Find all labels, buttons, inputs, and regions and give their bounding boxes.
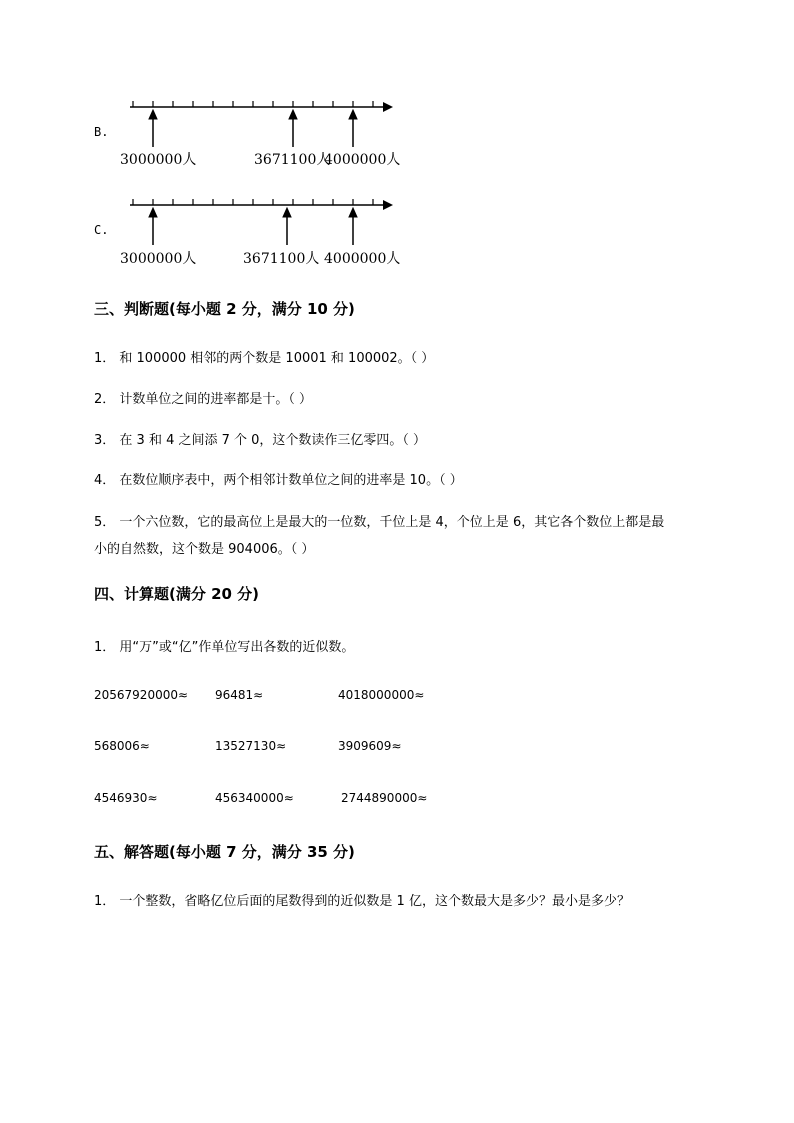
calc-cell: 4018000000≈ [338,688,425,702]
calc-cell: 13527130≈ [215,739,287,753]
option-letter-b: B. [94,125,109,139]
section-title-calc: 四、计算题(满分 20 分) [94,585,260,603]
up-arrow-3 [349,208,357,245]
nl-c-label-1: 3000000人 [120,251,197,267]
calc-cell: 96481≈ [215,688,264,702]
option-letter-c: C. [94,223,109,237]
judge-item-5: 5． 一个六位数，它的最高位上是最大的一位数，千位上是 4，个位上是 6，其它各个数位上都是最 [94,515,665,530]
answer-item-1: 1． 一个整数，省略亿位后面的尾数得到的近似数是 1 亿，这个数最大是多少？最小是多少？ [94,894,630,909]
calc-cell: 3909609≈ [338,739,402,753]
nl-b-label-3: 4000000人 [324,152,401,168]
judge-item-3: 3． 在 3 和 4 之间添 7 个 0，这个数读作三亿零四。（ ） [94,433,427,448]
calc-cell: 456340000≈ [215,791,294,805]
judge-item-5-cont: 小的自然数，这个数是 904006。（ ） [94,542,315,557]
judge-item-4: 4． 在数位顺序表中，两个相邻计数单位之间的进率是 10。（ ） [94,473,463,488]
axis-arrowhead [383,200,393,210]
judge-item-2: 2． 计数单位之间的进率都是十。（ ） [94,392,313,407]
up-arrow-3 [349,110,357,147]
calc-cell: 568006≈ [94,739,150,753]
up-arrow-1 [149,110,157,147]
axis-ticks [133,199,373,205]
calc-cell: 2744890000≈ [341,791,428,805]
nl-b-label-2: 3671100人 [254,152,331,168]
axis-ticks [133,101,373,107]
section-title-judge: 三、判断题(每小题 2 分，满分 10 分) [94,300,355,318]
up-arrow-1 [149,208,157,245]
nl-b-label-1: 3000000人 [120,152,197,168]
up-arrow-2 [289,110,297,147]
calc-cell: 4546930≈ [94,791,158,805]
number-line-b-axis [125,95,395,155]
calc-cell: 20567920000≈ [94,688,189,702]
calc-instruction: 1． 用“万”或“亿”作单位写出各数的近似数。 [94,640,355,655]
axis-arrowhead [383,102,393,112]
section-title-answer: 五、解答题(每小题 7 分，满分 35 分) [94,843,355,861]
nl-c-label-2: 3671100人 [243,251,320,267]
judge-item-1: 1． 和 100000 相邻的两个数是 10001 和 100002。（ ） [94,351,435,366]
nl-c-label-3: 4000000人 [324,251,401,267]
up-arrow-2 [283,208,291,245]
number-line-c-axis [125,193,395,253]
